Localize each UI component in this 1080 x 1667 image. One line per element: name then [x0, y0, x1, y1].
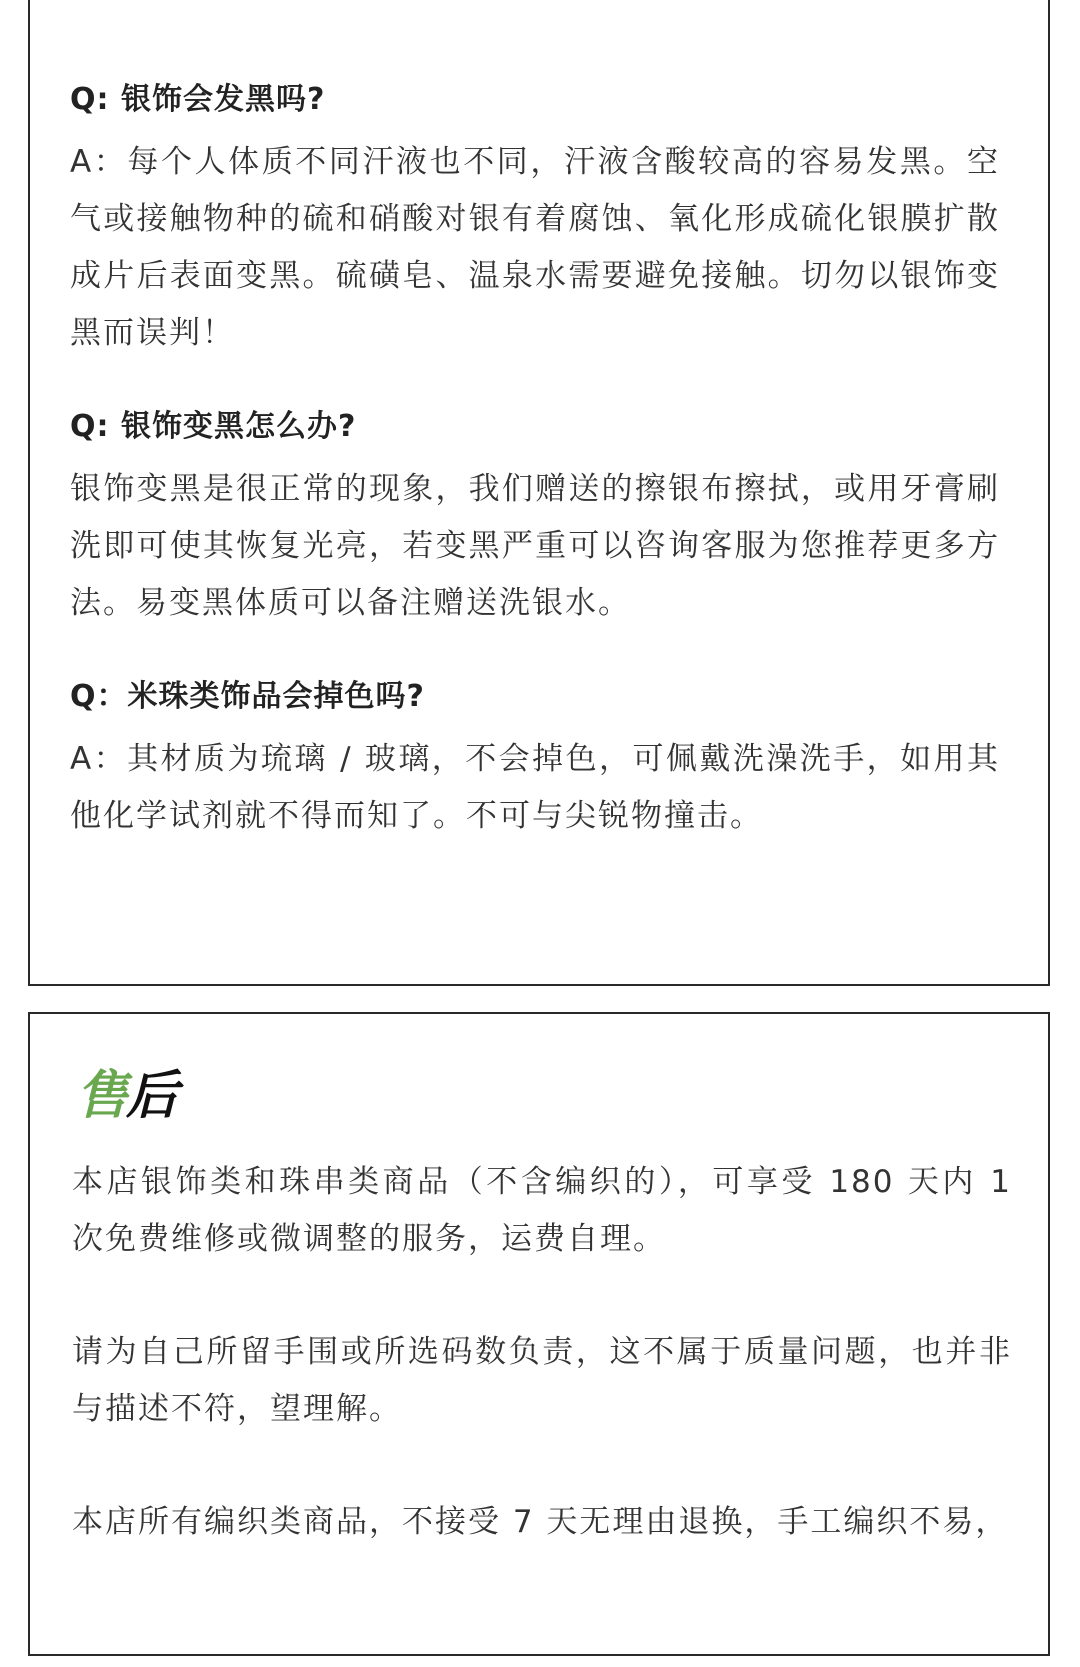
- after-sales-paragraphs: [72, 1154, 1012, 1607]
- faq-answer: A：其材质为琉璃 / 玻璃，不会掉色，可佩戴洗澡洗手，如用其他化学试剂就不得而知了。不可与尖锐物撞击。: [70, 741, 1000, 834]
- after-sales-title-part2: 后: [126, 1065, 177, 1126]
- faq-item: [70, 677, 1000, 845]
- faq-item: [70, 407, 1000, 632]
- faq-list: [70, 80, 1000, 890]
- after-sales-section: [28, 1012, 1050, 1656]
- after-sales-title: [76, 1060, 177, 1126]
- after-sales-paragraph: 本店银饰类和珠串类商品（不含编织的），可享受 180 天内 1 次免费维修或微调整的服务，运费自理。: [72, 1164, 1012, 1257]
- faq-answer: 银饰变黑是很正常的现象，我们赠送的擦银布擦拭，或用牙膏刷洗即可使其恢复光亮，若变黑严重可以咨询客服为您推荐更多方法。易变黑体质可以备注赠送洗银水。: [70, 471, 1000, 621]
- after-sales-paragraph: 请为自己所留手围或所选码数负责，这不属于质量问题，也并非与描述不符，望理解。: [72, 1334, 1012, 1427]
- faq-question: Q: 银饰会发黑吗?: [70, 82, 326, 117]
- after-sales-title-part1: 售: [76, 1065, 127, 1126]
- faq-question: Q：米珠类饰品会掉色吗?: [70, 679, 425, 714]
- faq-item: [70, 80, 1000, 362]
- after-sales-paragraph: 本店所有编织类商品，不接受 7 天无理由退换，手工编织不易，: [72, 1504, 1009, 1540]
- faq-question: Q: 银饰变黑怎么办?: [70, 409, 357, 444]
- faq-section: [28, 0, 1050, 986]
- faq-answer: A：每个人体质不同汗液也不同，汗液含酸较高的容易发黑。空气或接触物种的硫和硝酸对银有着腐蚀、氧化形成硫化银膜扩散成片后表面变黑。硫磺皂、温泉水需要避免接触。切勿以银饰变黑而误判！: [70, 144, 1000, 351]
